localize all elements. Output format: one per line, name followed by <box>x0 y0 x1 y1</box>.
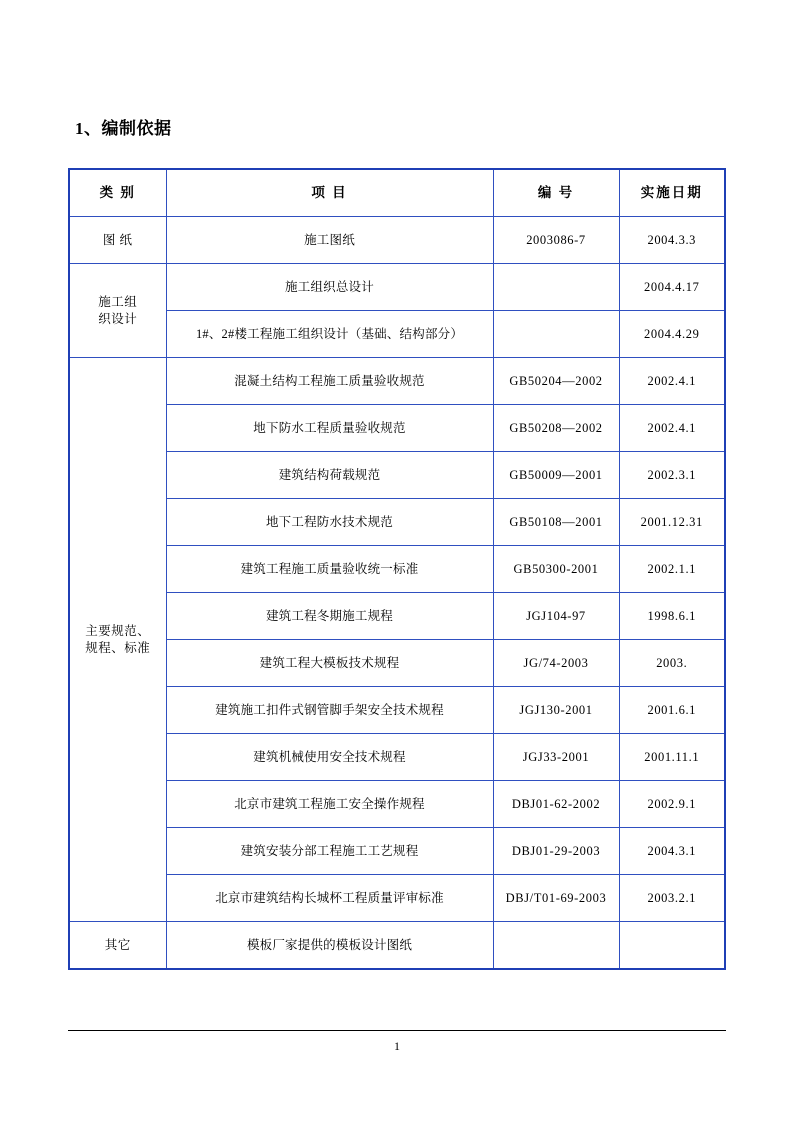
cell-date <box>619 922 725 970</box>
table-row <box>69 828 725 875</box>
cell-code: GB50108—2001 <box>493 499 619 546</box>
page-footer <box>68 1030 726 1054</box>
cell-code: JGJ33-2001 <box>493 734 619 781</box>
table-row <box>69 687 725 734</box>
cell-item: 施工组织总设计 <box>166 264 493 311</box>
cell-date: 2001.12.31 <box>619 499 725 546</box>
table-header-row <box>69 169 725 217</box>
table-row <box>69 499 725 546</box>
cell-category <box>69 358 166 922</box>
table-row <box>69 405 725 452</box>
cell-code: GB50208—2002 <box>493 405 619 452</box>
cell-code: JGJ104-97 <box>493 593 619 640</box>
table-row <box>69 264 725 311</box>
cell-category: 其它 <box>69 922 166 970</box>
cell-item: 混凝土结构工程施工质量验收规范 <box>166 358 493 405</box>
table-row <box>69 922 725 970</box>
page-number: 1 <box>394 1039 400 1053</box>
cell-item: 北京市建筑结构长城杯工程质量评审标准 <box>166 875 493 922</box>
cell-item: 施工图纸 <box>166 217 493 264</box>
reference-table-container <box>68 168 726 970</box>
footer-divider <box>68 1030 726 1031</box>
cell-date: 2003. <box>619 640 725 687</box>
cell-date: 2002.4.1 <box>619 405 725 452</box>
cell-date: 2001.6.1 <box>619 687 725 734</box>
table-row <box>69 875 725 922</box>
cell-category-line1: 施工组 <box>98 294 138 309</box>
cell-code: JG/74-2003 <box>493 640 619 687</box>
cell-date: 2003.2.1 <box>619 875 725 922</box>
cell-code: GB50009—2001 <box>493 452 619 499</box>
cell-item: 建筑工程冬期施工规程 <box>166 593 493 640</box>
cell-category-line2: 规程、标准 <box>85 640 151 655</box>
cell-date: 2002.9.1 <box>619 781 725 828</box>
table-row <box>69 311 725 358</box>
cell-item: 地下工程防水技术规范 <box>166 499 493 546</box>
cell-code: DBJ01-29-2003 <box>493 828 619 875</box>
cell-date: 2004.4.29 <box>619 311 725 358</box>
cell-item: 模板厂家提供的模板设计图纸 <box>166 922 493 970</box>
cell-date: 2002.1.1 <box>619 546 725 593</box>
column-header-item: 项 目 <box>166 169 493 217</box>
table-row <box>69 358 725 405</box>
page-title: 1、编制依据 <box>75 119 172 138</box>
cell-item: 1#、2#楼工程施工组织设计（基础、结构部分） <box>166 311 493 358</box>
column-header-category: 类 别 <box>69 169 166 217</box>
cell-code: DBJ/T01-69-2003 <box>493 875 619 922</box>
cell-item: 建筑安装分部工程施工工艺规程 <box>166 828 493 875</box>
table-row <box>69 781 725 828</box>
cell-date: 2002.4.1 <box>619 358 725 405</box>
cell-date: 2004.3.3 <box>619 217 725 264</box>
cell-code <box>493 311 619 358</box>
cell-code <box>493 264 619 311</box>
table-row <box>69 593 725 640</box>
cell-date: 1998.6.1 <box>619 593 725 640</box>
cell-code: DBJ01-62-2002 <box>493 781 619 828</box>
table-row <box>69 546 725 593</box>
cell-category <box>69 264 166 358</box>
column-header-code: 编 号 <box>493 169 619 217</box>
cell-item: 建筑工程施工质量验收统一标准 <box>166 546 493 593</box>
cell-item: 建筑结构荷载规范 <box>166 452 493 499</box>
table-row <box>69 452 725 499</box>
cell-item: 建筑机械使用安全技术规程 <box>166 734 493 781</box>
cell-item: 北京市建筑工程施工安全操作规程 <box>166 781 493 828</box>
cell-code: 2003086-7 <box>493 217 619 264</box>
cell-category-line2: 织设计 <box>98 311 138 326</box>
cell-item: 建筑工程大模板技术规程 <box>166 640 493 687</box>
cell-code: GB50204—2002 <box>493 358 619 405</box>
cell-date: 2002.3.1 <box>619 452 725 499</box>
cell-item: 建筑施工扣件式钢管脚手架安全技术规程 <box>166 687 493 734</box>
cell-date: 2004.3.1 <box>619 828 725 875</box>
table-row <box>69 640 725 687</box>
cell-item: 地下防水工程质量验收规范 <box>166 405 493 452</box>
cell-code <box>493 922 619 970</box>
cell-category: 图 纸 <box>69 217 166 264</box>
reference-table <box>68 168 726 970</box>
cell-category-line1: 主要规范、 <box>85 623 151 638</box>
table-row <box>69 217 725 264</box>
cell-date: 2004.4.17 <box>619 264 725 311</box>
table-row <box>69 734 725 781</box>
cell-code: GB50300-2001 <box>493 546 619 593</box>
cell-code: JGJ130-2001 <box>493 687 619 734</box>
column-header-date: 实施日期 <box>619 169 725 217</box>
cell-date: 2001.11.1 <box>619 734 725 781</box>
